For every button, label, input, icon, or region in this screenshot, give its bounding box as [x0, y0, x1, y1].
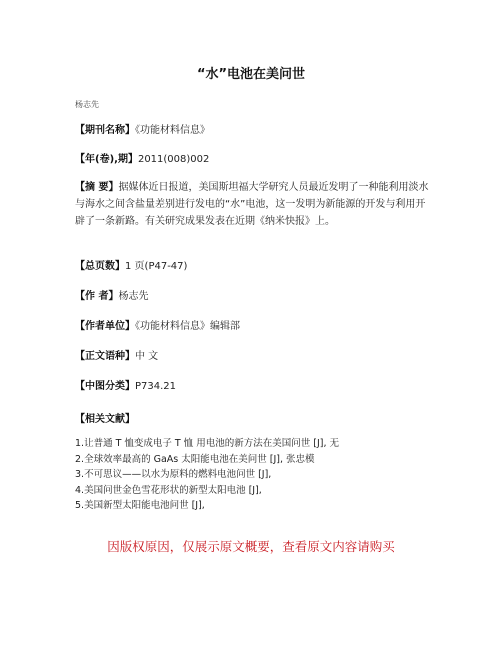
classification-label: 【中图分类】 — [75, 381, 135, 392]
unit-value: 《功能材料信息》编辑部 — [135, 321, 240, 332]
related-literature-item[interactable]: 4.美国问世金色雪花形状的新型太阳电池 [J], — [75, 484, 262, 496]
journal-value: 《功能材料信息》 — [135, 125, 210, 136]
related-literature-list — [75, 436, 435, 514]
journal-label: 【期刊名称】 — [75, 125, 135, 136]
related-literature-item[interactable]: 3.不可思议——以水为原料的燃料电池问世 [J], — [75, 469, 272, 480]
related-literature-item[interactable]: 1.让普通 T 恤变成电子 T 恤 用电池的新方法在美国问世 [J], 无 — [75, 438, 340, 449]
year-field — [75, 151, 435, 168]
abstract-line-1: 据媒体近日报道，美国斯坦福大学研究人员最近发明了一种能利用淡水 — [118, 182, 429, 193]
unit-field — [75, 318, 435, 335]
abstract-line-2: 与海水之间含盐量差别进行发电的“水”电池，这一发明为新能源的开发与利用开 — [75, 199, 426, 210]
pages-field — [75, 258, 435, 275]
language-field — [75, 348, 435, 365]
abstract-line-3: 辟了一条新路。有关研究成果发表在近期《纳米快报》上。 — [75, 216, 335, 227]
language-value: 中 文 — [135, 351, 159, 362]
author-field — [75, 288, 435, 305]
pages-value: 1 页(P47-47) — [125, 261, 188, 272]
related-literature-item[interactable]: 2.全球效率最高的 GaAs 太阳能电池在美问世 [J], 张忠模 — [75, 453, 315, 465]
classification-field — [75, 378, 435, 395]
copyright-notice: 因版权原因，仅展示原文概要，查看原文内容请购买 — [107, 539, 395, 554]
author-label: 【作 者】 — [75, 291, 119, 302]
year-label: 【年(卷),期】 — [75, 154, 138, 165]
journal-field — [75, 122, 435, 139]
article-title: “水”电池在美问世 — [196, 67, 306, 82]
related-literature-item[interactable]: 5.美国新型太阳能电池问世 [J], — [75, 500, 205, 511]
related-literature-title: 【相关文献】 — [75, 414, 135, 425]
article-author: 杨志先 — [75, 100, 99, 109]
year-value: 2011(008)002 — [137, 154, 210, 165]
unit-label: 【作者单位】 — [75, 321, 135, 332]
author-value: 杨志先 — [118, 291, 149, 302]
abstract-label: 【摘 要】 — [75, 182, 119, 193]
classification-value: P734.21 — [135, 381, 177, 392]
language-label: 【正文语种】 — [75, 351, 135, 362]
pages-label: 【总页数】 — [75, 261, 125, 272]
abstract-field — [75, 179, 435, 230]
